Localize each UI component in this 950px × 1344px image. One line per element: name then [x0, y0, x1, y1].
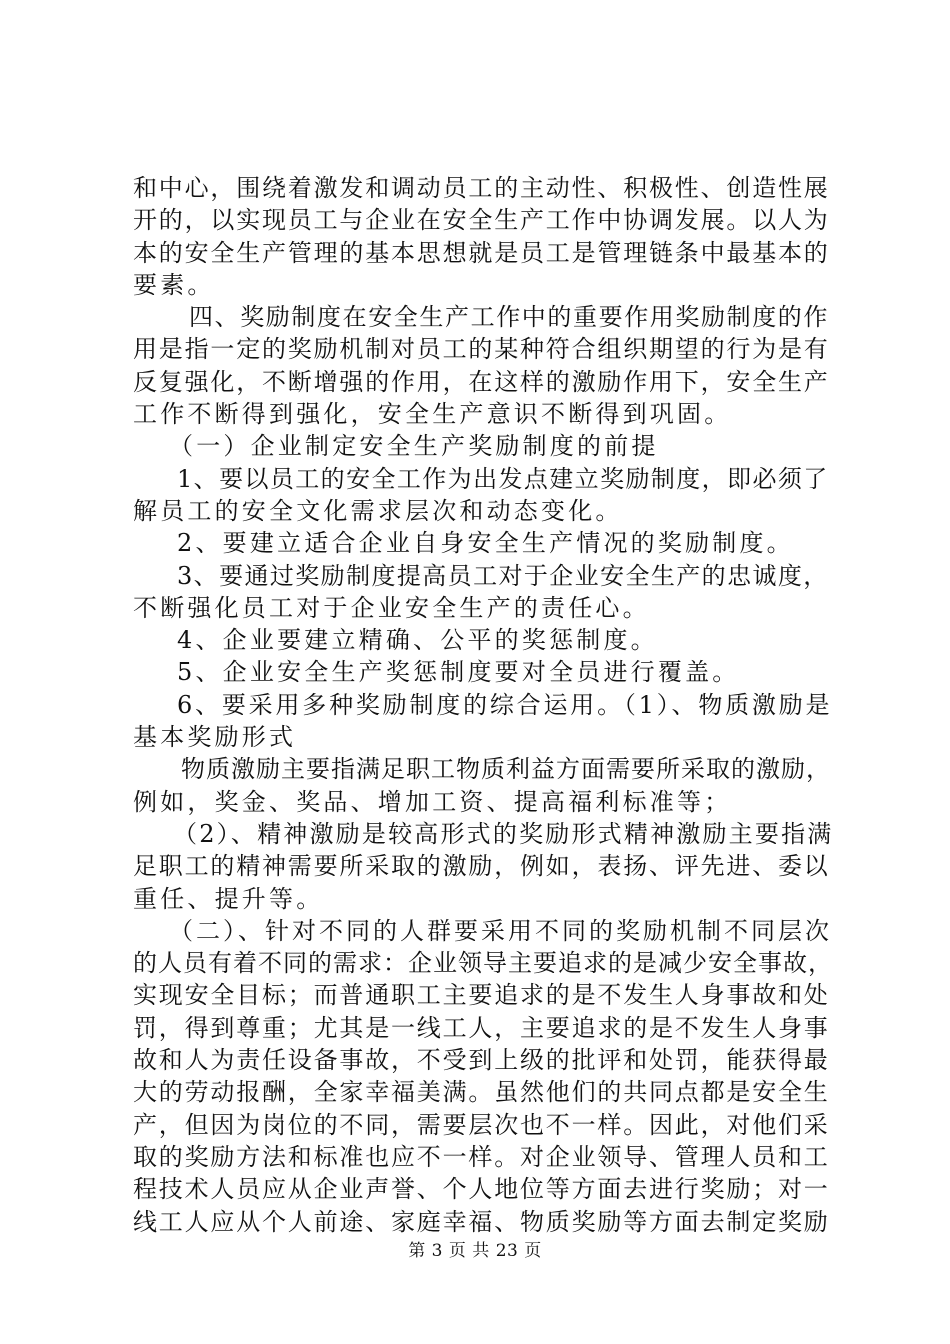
text-line: 1、要以员工的安全工作为出发点建立奖励制度，即必须了: [177, 464, 829, 493]
text-line: 实现安全目标；而普通职工主要追求的是不发生人身事故和处: [133, 981, 830, 1010]
text-line: 重任、提升等。: [133, 884, 324, 913]
text-line: 3、要通过奖励制度提高员工对于企业安全生产的忠诚度，: [177, 561, 829, 590]
text-line: 线工人应从个人前途、家庭幸福、物质奖励等方面去制定奖励: [133, 1207, 830, 1236]
text-line: 四、奖励制度在安全生产工作中的重要作用奖励制度的作: [189, 303, 829, 332]
text-line: 要素。: [133, 270, 215, 299]
text-line: 程技术人员应从企业声誉、个人地位等方面去进行奖励；对一: [133, 1175, 830, 1204]
text-line: 反复强化，不断增强的作用，在这样的激励作用下，安全生产: [133, 367, 830, 396]
text-line: 不断强化员工对于企业安全生产的责任心。: [133, 593, 650, 622]
text-line: 5、企业安全生产奖惩制度要对全员进行覆盖。: [177, 658, 740, 687]
text-line: 物质激励主要指满足职工物质利益方面需要所采取的激励，: [181, 755, 831, 784]
text-line: （二）、针对不同的人群要采用不同的奖励机制不同层次: [169, 916, 832, 945]
text-line: 开的，以实现员工与企业在安全生产工作中协调发展。以人为: [133, 206, 830, 235]
text-line: 和中心，围绕着激发和调动员工的主动性、积极性、创造性展: [133, 174, 830, 202]
text-line: 6、要采用多种奖励制度的综合运用。（1）、物质激励是: [177, 690, 833, 719]
text-line: （2）、精神激励是较高形式的奖励形式精神激励主要指满: [173, 819, 834, 848]
text-line: （一）企业制定安全生产奖励制度的前提: [169, 432, 659, 461]
text-line: 罚，得到尊重；尤其是一线工人，主要追求的是不发生人身事: [133, 1013, 830, 1042]
text-line: 工作不断得到强化，安全生产意识不断得到巩固。: [133, 400, 732, 429]
text-line: 解员工的安全文化需求层次和动态变化。: [133, 496, 623, 525]
text-line: 用是指一定的奖励机制对员工的某种符合组织期望的行为是有: [133, 335, 830, 364]
page-footer: 第 3 页 共 23 页: [408, 1241, 542, 1261]
text-line: 基本奖励形式: [133, 723, 297, 752]
text-line: 2、要建立适合企业自身安全生产情况的奖励制度。: [177, 529, 794, 558]
text-line: 故和人为责任设备事故，不受到上级的批评和处罚，能获得最: [133, 1046, 830, 1075]
document-body: [133, 172, 833, 1238]
text-line: 本的安全生产管理的基本思想就是员工是管理链条中最基本的: [133, 238, 830, 267]
text-line: 4、企业要建立精确、公平的奖惩制度。: [177, 626, 658, 655]
text-line: 取的奖励方法和标准也应不一样。对企业领导、管理人员和工: [133, 1142, 830, 1171]
text-line: 产，但因为岗位的不同，需要层次也不一样。因此，对他们采: [133, 1110, 830, 1139]
text-line: 的人员有着不同的需求：企业领导主要追求的是减少安全事故，: [133, 949, 833, 978]
text-line: 大的劳动报酬，全家幸福美满。虽然他们的共同点都是安全生: [133, 1078, 830, 1107]
text-line: 足职工的精神需要所采取的激励，例如，表扬、评先进、委以: [133, 852, 830, 881]
text-line: 例如，奖金、奖品、增加工资、提高福利标准等；: [133, 787, 732, 816]
